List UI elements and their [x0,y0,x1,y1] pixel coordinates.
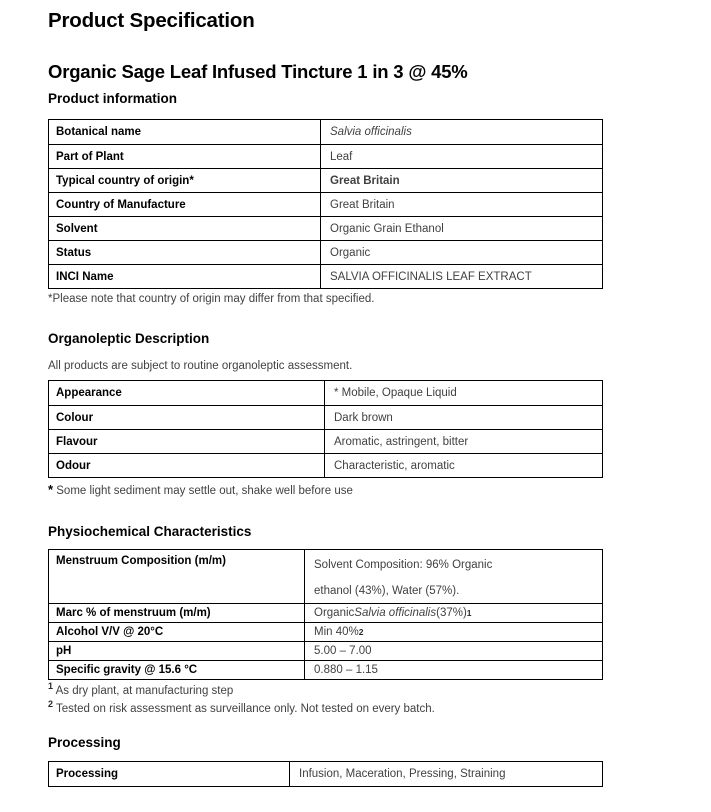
value-segment: Characteristic, aromatic [334,459,455,472]
product-information-table [48,119,603,289]
table-row [49,453,602,477]
organoleptic-footnote [48,483,605,498]
value-segment: Organic [330,246,371,259]
row-label: Appearance [49,381,325,405]
row-value [321,265,602,288]
row-label: Menstruum Composition (m/m) [49,550,305,603]
table-row [49,405,602,429]
row-label: Specific gravity @ 15.6 °C [49,661,305,679]
row-value [321,145,602,168]
footnote-text: Some light sediment may settle out, shake well before use [53,485,353,497]
row-value [305,550,602,603]
row-value [321,169,602,192]
value-segment: Organic [314,607,355,619]
row-label: INCI Name [49,265,321,288]
value-segment: 0.880 – 1.15 [314,664,378,676]
row-label: Solvent [49,217,321,240]
row-label: Flavour [49,430,325,453]
footnote-marker-2: 2 [48,699,54,710]
table-row [49,144,602,168]
section-heading-product-information: Product information [48,91,177,106]
value-segment: Solvent Composition: 96% Organic [314,559,493,571]
row-label: Status [49,241,321,264]
row-label: Processing [49,762,290,786]
value-segment: Aromatic, astringent, bitter [334,435,469,448]
physiochemical-footnote-1 [48,681,605,698]
organoleptic-table [48,380,603,478]
section-heading-processing: Processing [48,735,121,750]
value-segment: Min 40% [314,626,359,638]
row-label: pH [49,642,305,660]
table-row [49,429,602,453]
row-value [321,217,602,240]
row-label: Alcohol V/V @ 20°C [49,623,305,641]
document-title: Product Specification [48,9,255,32]
value-segment: Leaf [330,150,353,163]
table-row [49,660,602,679]
processing-table [48,761,603,787]
value-segment: * Mobile, Opaque Liquid [334,387,457,399]
footnote-asterisk-marker: * [48,482,54,497]
value-segment: Dark brown [334,411,393,424]
row-label: Odour [49,454,325,477]
row-label: Part of Plant [49,145,321,168]
table-row [49,622,602,641]
value-segment: Salvia officinalis [354,607,437,619]
value-segment: ethanol (43%), Water (57%). [314,585,460,597]
table-row [49,381,602,405]
table-row [49,762,602,786]
value-segment: SALVIA OFFICINALIS LEAF EXTRACT [330,270,532,283]
product-name: Organic Sage Leaf Infused Tincture 1 in 3 @ 45% [48,61,468,82]
row-label: Country of Manufacture [49,193,321,216]
row-label: Botanical name [49,120,321,144]
value-segment: Infusion, Maceration, Pressing, Straining [299,768,506,780]
row-value [321,241,602,264]
row-label: Marc % of menstruum (m/m) [49,604,305,622]
value-segment: Organic Grain Ethanol [330,222,444,235]
organoleptic-intro: All products are subject to routine organoleptic assessment. [48,360,353,372]
row-value [290,762,602,786]
row-value [325,406,602,429]
physiochemical-table [48,549,603,680]
row-value [325,454,602,477]
table-row [49,168,602,192]
table-row [49,240,602,264]
value-segment: 5.00 – 7.00 [314,645,372,657]
row-label: Typical country of origin* [49,169,321,192]
section-heading-organoleptic: Organoleptic Description [48,331,210,346]
row-value [325,430,602,453]
table-row [49,550,602,603]
row-value: Min 40% 2 [314,626,364,638]
row-value [321,120,602,144]
row-value [325,381,602,405]
value-segment: (37%) [436,607,467,619]
product-information-footnote: *Please note that country of origin may differ from that specified. [48,293,375,305]
section-heading-physiochemical: Physiochemical Characteristics [48,524,252,539]
value-segment: Great Britain [330,198,395,211]
row-value [305,642,602,660]
footnote-text-1: As dry plant, at manufacturing step [53,685,234,697]
table-row [49,264,602,288]
footnote-marker-1: 1 [48,681,54,692]
row-value [321,193,602,216]
value-segment: Salvia officinalis [330,126,412,138]
table-row [49,120,602,144]
row-value [305,661,602,679]
table-row [49,603,602,622]
row-value: Organic Salvia officinalis (37%) 1 [314,607,472,619]
physiochemical-footnote-2 [48,699,605,716]
table-row [49,216,602,240]
table-row [49,192,602,216]
value-segment: Great Britain [330,174,400,187]
row-label: Colour [49,406,325,429]
table-row [49,641,602,660]
footnote-text-2: Tested on risk assessment as surveillance only. Not tested on every batch. [53,703,435,715]
